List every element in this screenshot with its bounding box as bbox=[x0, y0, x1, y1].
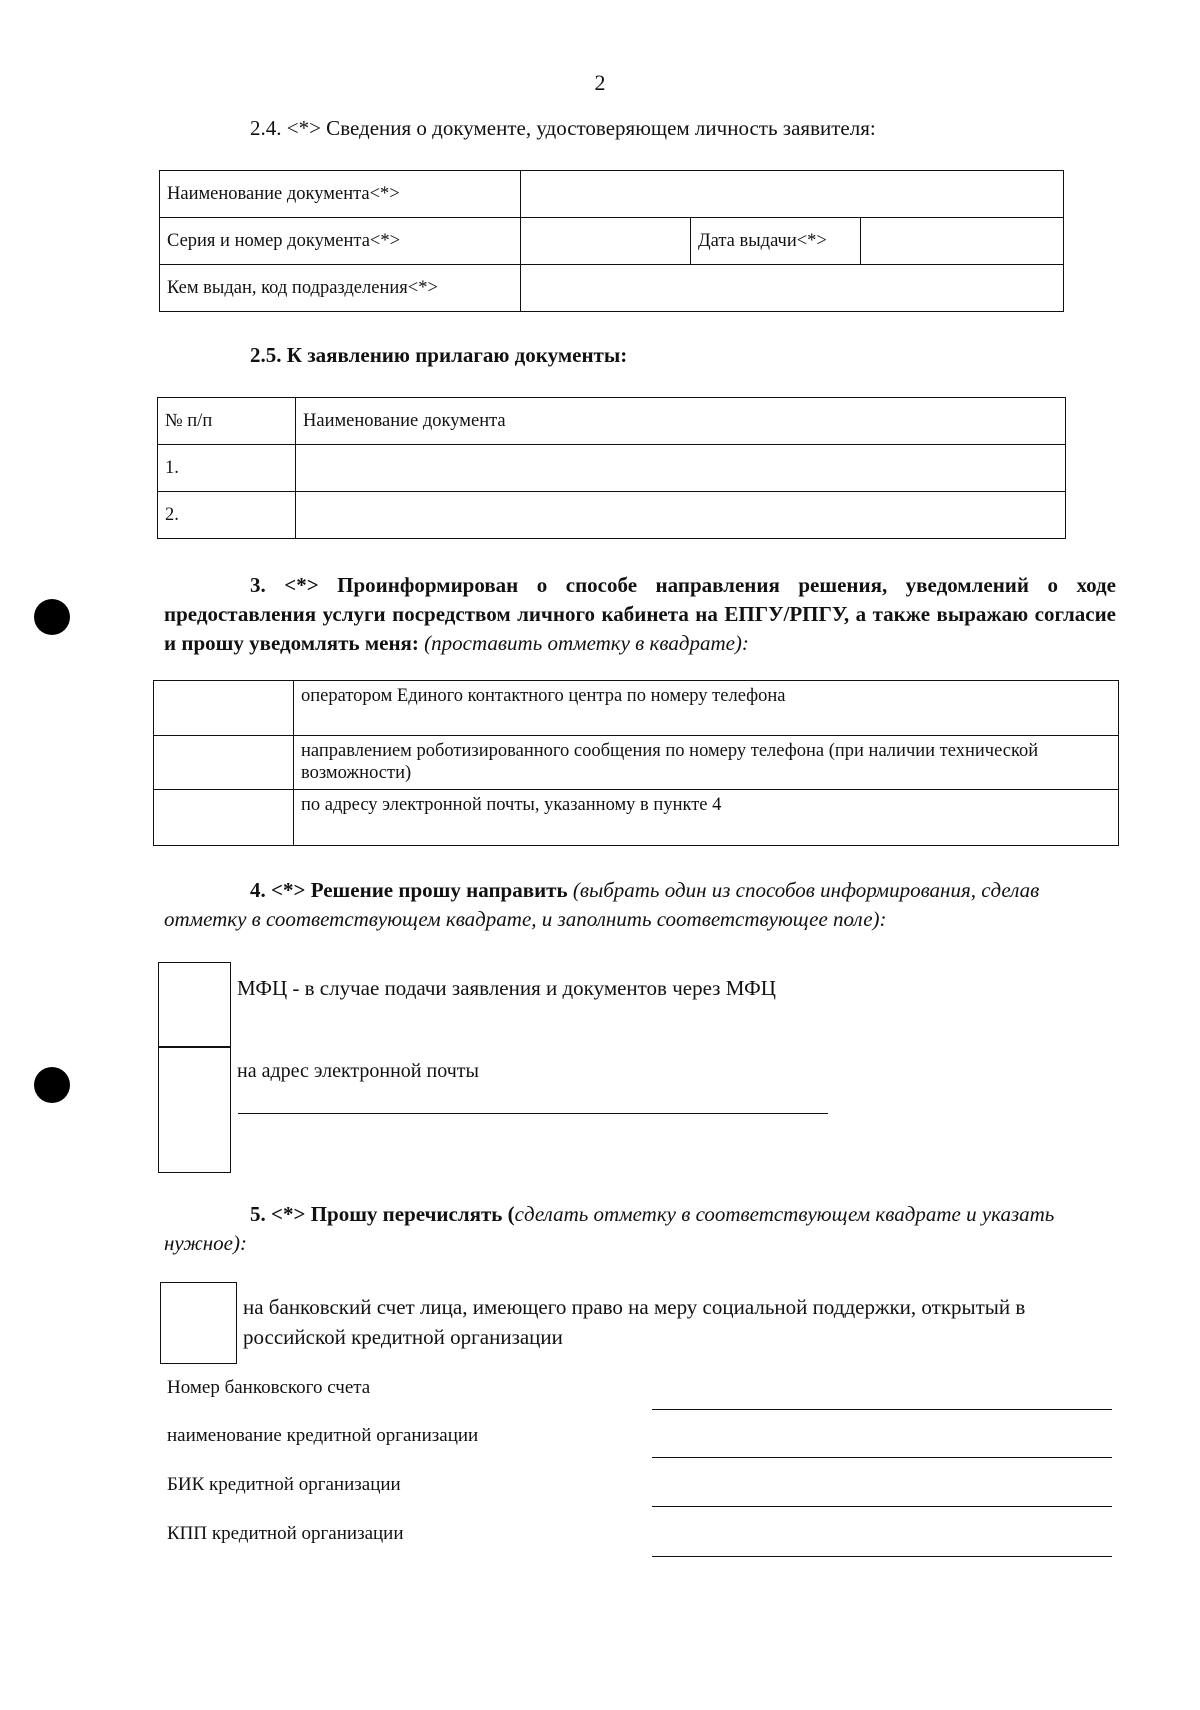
punch-hole-bottom bbox=[34, 1067, 70, 1103]
section-3-text bbox=[164, 571, 1116, 658]
issue-date-label: Дата выдачи<*> bbox=[691, 218, 861, 265]
issue-date-field[interactable] bbox=[861, 218, 1064, 265]
section-5-bold-text: Прошу перечислять ( bbox=[310, 1202, 515, 1226]
section-5-note: сделать отметку в соответствующем квадрате и указать нужное): bbox=[164, 1202, 1055, 1255]
page-number: 2 bbox=[594, 70, 606, 95]
issued-by-label: Кем выдан, код подразделения<*> bbox=[160, 265, 521, 312]
section-5-number: 5. <*> bbox=[250, 1202, 306, 1226]
section-3-bold-text: Проинформирован о способе направления решения, уведомлений о ходе предоставления услуги посредством личного кабинета на ЕПГУ/РПГУ, а также выражаю согласие и прошу уведомлять меня: bbox=[164, 573, 1117, 655]
decision-mfc-checkbox[interactable] bbox=[158, 962, 231, 1048]
bank-account-number-label: Номер банковского счета bbox=[167, 1377, 371, 1398]
section-4-number: 4. <*> bbox=[250, 878, 306, 902]
section-3-number: 3. <*> bbox=[250, 573, 319, 597]
notify-option-1: оператором Единого контактного центра по номеру телефона bbox=[294, 681, 1119, 736]
credit-org-name-label: наименование кредитной организации bbox=[167, 1425, 479, 1446]
notification-methods-table bbox=[153, 680, 1119, 846]
document-name-field-2[interactable] bbox=[296, 492, 1066, 539]
bank-account-number-line[interactable] bbox=[652, 1409, 1112, 1410]
bank-account-checkbox[interactable] bbox=[160, 1282, 237, 1364]
credit-org-kpp-line[interactable] bbox=[652, 1556, 1112, 1557]
section-4-bold-text: Решение прошу направить bbox=[310, 878, 568, 902]
section-4-text bbox=[164, 876, 1094, 934]
section-4-note: (выбрать один из способов информирования, сделав отметку в соответствующем квадрате, и заполнить соответствующее поле): bbox=[164, 878, 1040, 931]
section-2-4-title: 2.4. <*> Сведения о документе, удостоверяющем личность заявителя: bbox=[250, 116, 876, 140]
email-input-line[interactable] bbox=[238, 1113, 828, 1114]
section-5-text bbox=[164, 1200, 1094, 1258]
column-number-header: № п/п bbox=[158, 398, 296, 445]
notify-checkbox-3[interactable] bbox=[154, 790, 294, 846]
series-number-label: Серия и номер документа<*> bbox=[160, 218, 521, 265]
notify-option-3: по адресу электронной почты, указанному в пункте 4 bbox=[294, 790, 1119, 846]
series-number-field[interactable] bbox=[521, 218, 691, 265]
decision-email-label: на адрес электронной почты bbox=[237, 1060, 479, 1082]
decision-email-checkbox[interactable] bbox=[158, 1046, 231, 1173]
section-3-note: (проставить отметку в квадрате): bbox=[424, 631, 749, 655]
attached-documents-table bbox=[157, 397, 1066, 539]
notify-checkbox-1[interactable] bbox=[154, 681, 294, 736]
doc-name-label: Наименование документа<*> bbox=[160, 171, 521, 218]
notify-checkbox-2[interactable] bbox=[154, 736, 294, 790]
document-name-field-1[interactable] bbox=[296, 445, 1066, 492]
notify-option-2: направлением роботизированного сообщения по номеру телефона (при наличии технической возможности) bbox=[294, 736, 1119, 790]
bank-account-option: на банковский счет лица, имеющего право на меру социальной поддержки, открытый в российской кредитной организации bbox=[236, 1292, 1063, 1352]
row-number-1: 1. bbox=[158, 445, 296, 492]
column-name-header: Наименование документа bbox=[296, 398, 1066, 445]
section-2-5-title: 2.5. К заявлению прилагаю документы: bbox=[250, 343, 628, 367]
credit-org-name-line[interactable] bbox=[652, 1457, 1112, 1458]
credit-org-kpp-label: КПП кредитной организации bbox=[167, 1523, 404, 1544]
issued-by-field[interactable] bbox=[521, 265, 1064, 312]
identity-document-table bbox=[159, 170, 1064, 312]
doc-name-field[interactable] bbox=[521, 171, 1064, 218]
credit-org-bik-line[interactable] bbox=[652, 1506, 1112, 1507]
punch-hole-top bbox=[34, 599, 70, 635]
row-number-2: 2. bbox=[158, 492, 296, 539]
decision-mfc-label: МФЦ - в случае подачи заявления и документов через МФЦ bbox=[237, 976, 776, 1000]
credit-org-bik-label: БИК кредитной организации bbox=[167, 1474, 401, 1495]
